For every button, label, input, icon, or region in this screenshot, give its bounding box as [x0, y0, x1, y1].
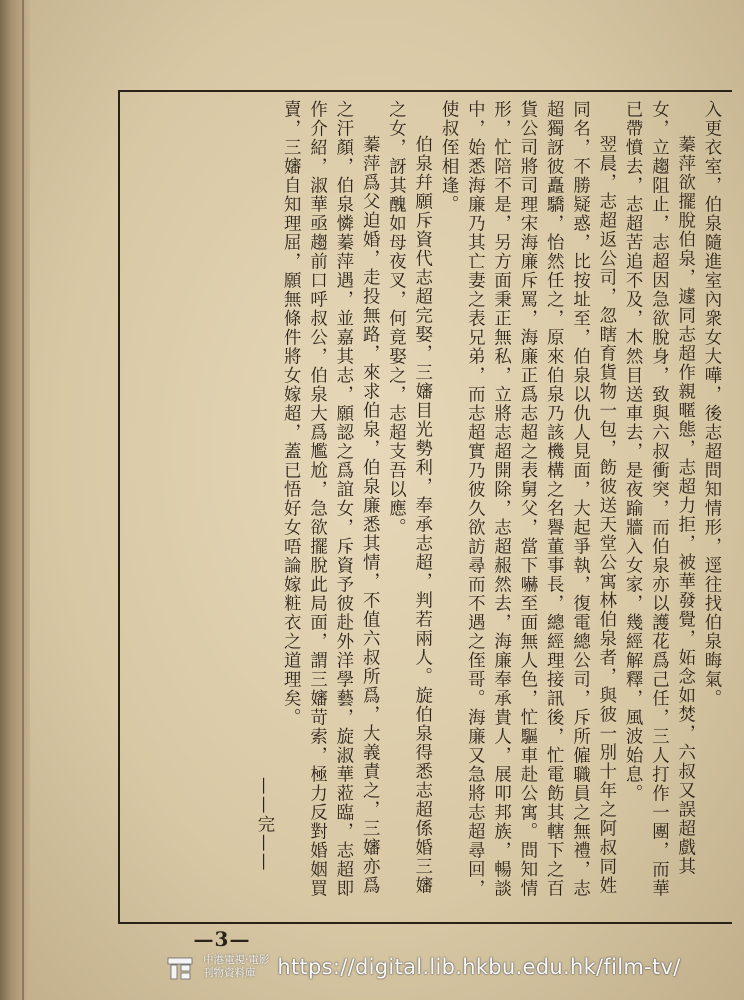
paragraph: 蓁萍爲父迫婚，走投無路，來求伯泉，伯泉廉悉其情，不值六叔所爲，大義責之，三嬸亦爲之汗顏，伯泉憐蓁萍遇，並嘉其志，願認之爲誼女，斥資予彼赴外洋學藝，旋淑華蒞臨，志超即作介紹，淑華亟趨前口呼叔公，伯泉大爲尷尬，急欲擺脫此局面，謂三嬸苛索，極力反對婚姻買賣，三嬸自知理屈，願無條件將女嫁超，蓋已悟好女唔論嫁粧衣之道理矣。 [280, 100, 380, 898]
watermark-org [203, 954, 269, 980]
watermark-url[interactable]: https://digital.lib.hkbu.edu.hk/film-tv/ [277, 955, 681, 979]
paragraph: 伯泉幷願斥資代志超完娶，三嬸目光勢利，奉承志超，判若兩人。旋伯泉得悉志超係婚三嬸之女，訝其醜如母夜叉，何竟娶之，志超支吾以應。 [385, 100, 432, 895]
watermark-org-line1: 中港電視·電影 [203, 954, 270, 966]
spine-crease [22, 0, 24, 1000]
book-spine-edge [0, 0, 30, 1000]
watermark-org-line2: 刊物資料庫 [203, 967, 256, 979]
paragraph: 入更衣室，伯泉隨進室內衆女大嘩，後志超問知情形，逕往找伯泉晦氣。 [701, 100, 721, 708]
end-mark: ——完—— [253, 777, 274, 872]
paragraph: 翌晨，志超返公司，忽瞎育貨物一包，飭彼送天堂公寓林伯泉者，與彼一別十年之阿叔同姓同名，不勝疑惑，比按址至，伯泉以仇人見面，大起爭執，復電總公司，斥所僱職員之無禮，志超獨訝彼矗驕，怡然任之，原來伯泉乃該機構之名譽董事長，總經理接訊後，忙電飭其轄下之百貨公司將司理宋海廉斥罵，海廉正爲志超之表舅父，當下嚇至面無人色，忙驅車赴公寓。問知情形，忙陪不是，另方面秉正無私，立將志超開除，志超赧然去，海廉奉承貴人，展叩邦族，暢談中，始悉海廉乃其亡妻之表兄弟，而志超實乃彼久欲訪尋而不遇之侄哥。海廉又急將志超尋回，使叔侄相逢。 [438, 100, 616, 898]
page-number: —3— [193, 927, 251, 951]
library-logo-icon [165, 952, 195, 982]
vertical-text-body [152, 100, 724, 912]
paragraph: 蓁萍欲擺脫伯泉，遽同志超作親暱態，志超力拒，被華發覺，妬念如焚，六叔又誤超戲其女，立趨阻止，志超因急欲脫身，致與六叔衝突，而伯泉亦以護花爲己任，三人打作一團，而華已帶憤去，志超苦追不及，木然目送車去，是夜踰牆入女家，幾經解釋，風波始息。 [622, 100, 695, 898]
watermark [165, 950, 725, 984]
